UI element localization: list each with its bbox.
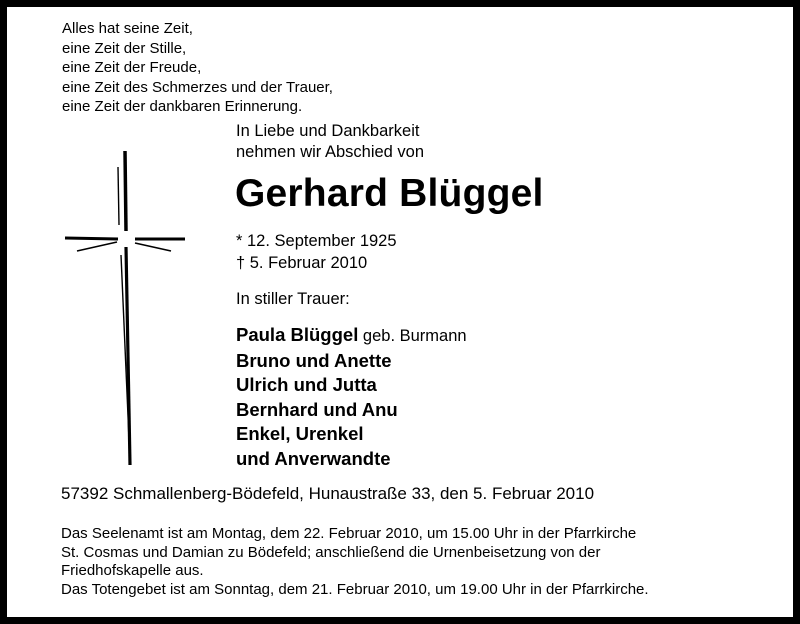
family-line	[236, 323, 467, 349]
poem-line: eine Zeit der dankbaren Erinnerung.	[62, 98, 303, 115]
birth-date: * 12. September 1925	[236, 232, 397, 250]
poem-line: eine Zeit der Freude,	[62, 59, 202, 76]
life-dates	[236, 230, 397, 274]
notice-line: Friedhofskapelle aus.	[61, 562, 204, 580]
intro-line: In Liebe und Dankbarkeit	[236, 122, 420, 140]
family-line: und Anverwandte	[236, 447, 391, 469]
family-line: Bruno und Anette	[236, 349, 392, 371]
poem-line: Alles hat seine Zeit,	[62, 20, 193, 37]
memorial-cross-icon	[55, 143, 185, 483]
intro-line: nehmen wir Abschied von	[236, 143, 425, 161]
poem-line: eine Zeit des Schmerzes und der Trauer,	[62, 78, 333, 96]
death-date: † 5. Februar 2010	[236, 254, 368, 272]
notice-line: Das Totengebet ist am Sonntag, dem 21. Februar 2010, um 19.00 Uhr in der Pfarrkirche.	[61, 580, 649, 598]
family-list	[236, 323, 467, 472]
family-line: Bernhard und Anu	[236, 398, 398, 420]
spouse-name: Paula Blüggel	[236, 324, 359, 345]
deceased-name: Gerhard Blüggel	[235, 172, 544, 215]
service-notice	[61, 525, 649, 599]
address-line: 57392 Schmallenberg-Bödefeld, Hunaustraße 33, den 5. Februar 2010	[61, 484, 595, 503]
mourning-label: In stiller Trauer:	[236, 290, 350, 308]
spouse-maiden-name: geb. Burmann	[358, 327, 467, 345]
intro-text	[236, 121, 424, 163]
poem-line: eine Zeit der Stille,	[62, 39, 187, 57]
family-line: Enkel, Urenkel	[236, 423, 364, 445]
notice-line: Das Seelenamt ist am Montag, dem 22. Februar 2010, um 15.00 Uhr in der Pfarrkirche	[61, 525, 637, 542]
poem	[62, 19, 333, 117]
family-line: Ulrich und Jutta	[236, 374, 377, 396]
notice-line: St. Cosmas und Damian zu Bödefeld; anschließend die Urnenbeisetzung von der	[61, 543, 601, 561]
